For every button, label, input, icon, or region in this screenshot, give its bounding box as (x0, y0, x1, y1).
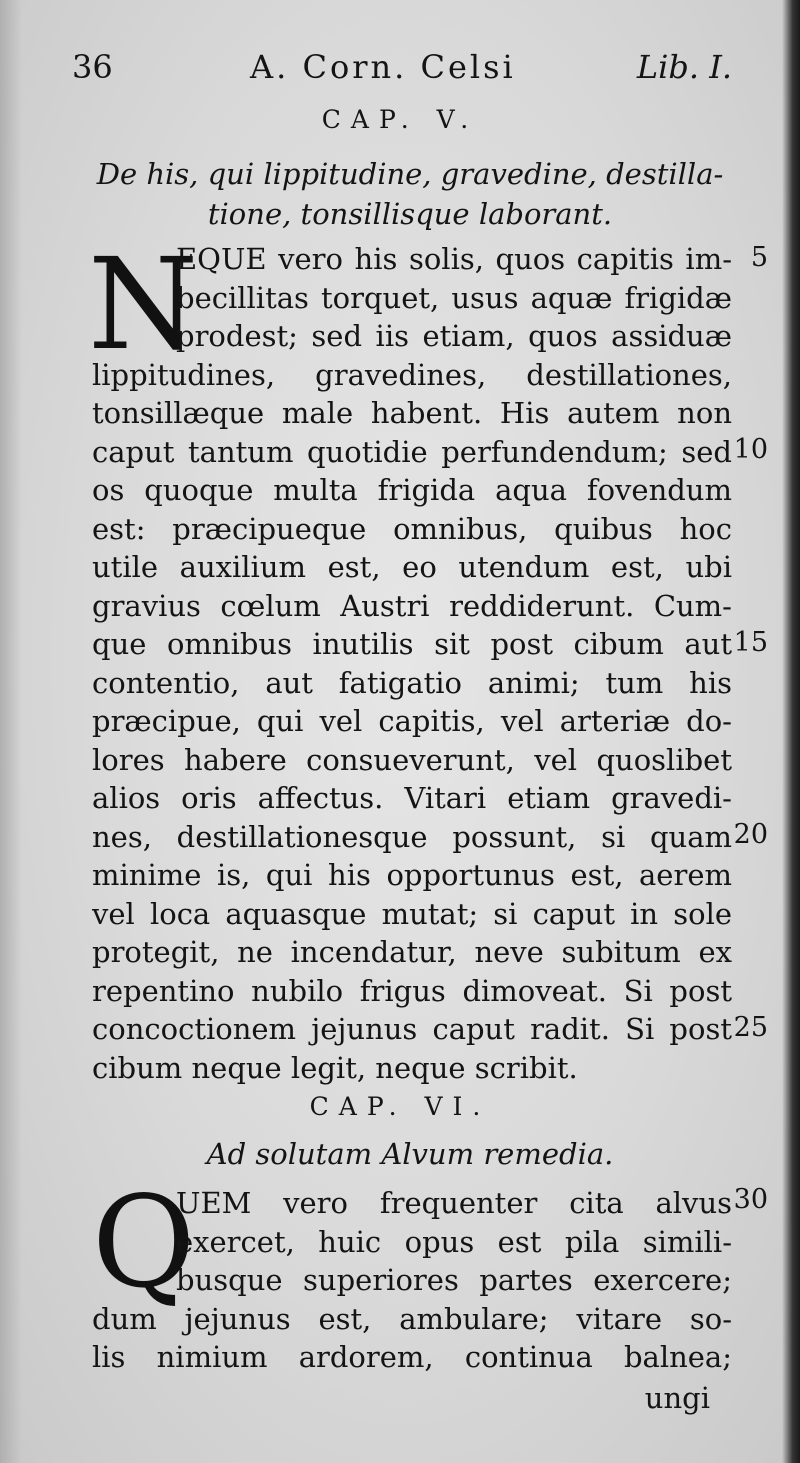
page-edge (782, 0, 800, 1463)
text-line: repentino nubilo frigus dimoveat. Si post (92, 973, 732, 1008)
text-line: utile auxilium est, eo utendum est, ubi (92, 550, 732, 584)
text-line: que omnibus inutilis sit post cibum aut (92, 627, 732, 661)
chapter-5-heading: CAP. V. (321, 105, 479, 134)
gutter-shadow (0, 0, 22, 1463)
catchword: ungi (644, 1381, 710, 1415)
text-line: UEM vero frequenter cita alvus (176, 1186, 732, 1220)
chapter-6-heading: CAP. VI. (309, 1092, 491, 1121)
text-line: tonsillæque male habent. His autem non (92, 396, 732, 430)
chapter-5-title-line: tione, tonsillisque laborant. (207, 197, 613, 231)
text-line: becillitas torquet, usus aquæ frigidæ (176, 280, 732, 315)
header-author: A. Corn. Celsi (250, 48, 516, 86)
drop-cap-q: Q (92, 1169, 196, 1316)
chapter-5-title (90, 154, 730, 234)
text-line: nes, destillationesque possunt, si quam (92, 819, 732, 854)
text-line: dum jejunus est, ambulare; vitare so- (92, 1301, 732, 1336)
line-number: 15 (733, 627, 768, 658)
text-line: vel loca aquasque mutat; si caput in sole (92, 896, 732, 931)
chapter-6-title: Ad solutam Alvum remedia. (206, 1137, 614, 1171)
text-line: gravius cœlum Austri reddiderunt. Cum- (92, 588, 732, 623)
line-number: 5 (750, 242, 768, 273)
page-number: 36 (72, 48, 113, 86)
text-line: contentio, aut fatigatio animi; tum his (92, 665, 732, 700)
chapter-5-title-line: De his, qui lippitudine, gravedine, destilla- (96, 157, 724, 191)
text-line: lis nimium ardorem, continua balnea; (92, 1340, 732, 1374)
chapter-5-body (92, 240, 732, 1087)
line-number: 10 (733, 434, 768, 465)
text-line: protegit, ne incendatur, neve subitum ex (92, 935, 732, 969)
text-line: busque superiores partes exercere; (176, 1263, 732, 1297)
text-line: prodest; sed iis etiam, quos assiduæ (176, 319, 732, 353)
text-line: lores habere consueverunt, vel quoslibet (92, 742, 732, 777)
text-line: lippitudines, gravedines, destillationes, (92, 357, 732, 392)
header-book: Lib. I. (636, 48, 732, 86)
text-line: concoctionem jejunus caput radit. Si post (92, 1012, 732, 1046)
text-line: cibum neque legit, neque scribit. (92, 1050, 578, 1085)
text-line: os quoque multa frigida aqua fovendum (92, 473, 732, 507)
text-line: præcipue, qui vel capitis, vel arteriæ do- (92, 704, 732, 738)
text-line: minime is, qui his opportunus est, aerem (92, 858, 732, 892)
line-number: 25 (733, 1012, 768, 1043)
line-number: 20 (733, 819, 768, 850)
chapter-6-body (92, 1184, 732, 1377)
text-line: caput tantum quotidie perfundendum; sed (92, 434, 732, 469)
drop-cap-n: N (88, 231, 199, 378)
line-number: 30 (733, 1184, 768, 1215)
text-line: EQUE vero his solis, quos capitis im- (176, 242, 732, 276)
text-line: est: præcipueque omnibus, quibus hoc (92, 511, 732, 546)
running-header (72, 48, 732, 92)
text-line: exercet, huic opus est pila simili- (176, 1224, 732, 1259)
text-line: alios oris affectus. Vitari etiam gravedi- (92, 781, 732, 815)
